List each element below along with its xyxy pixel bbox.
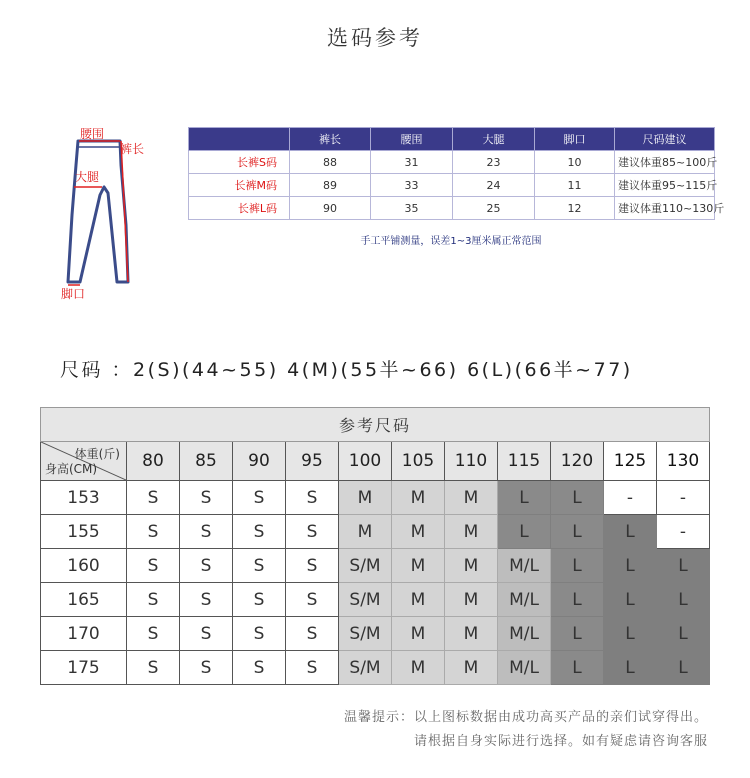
size-cell: L [657, 651, 710, 685]
size-cell: M [445, 515, 498, 549]
size-cell: M [445, 481, 498, 515]
size-cell: M/L [498, 583, 551, 617]
size-cell: M [445, 617, 498, 651]
size-cell: S [180, 651, 233, 685]
size-cell: M [339, 515, 392, 549]
reference-title: 参考尺码 [41, 408, 710, 442]
measurement-advice: 建议体重110~130斤 [615, 197, 715, 220]
warm-tips [344, 706, 708, 754]
size-cell: S [233, 651, 286, 685]
measurement-table [188, 127, 725, 220]
size-cell: S [127, 617, 180, 651]
measurement-cell: 11 [535, 174, 615, 197]
size-cell: M/L [498, 549, 551, 583]
size-cell: M [392, 617, 445, 651]
weight-header-cell: 120 [551, 442, 604, 481]
size-cell: L [551, 617, 604, 651]
size-cell: S [180, 617, 233, 651]
size-cell: L [657, 583, 710, 617]
measurement-cell: 33 [371, 174, 453, 197]
height-cell: 175 [41, 651, 127, 685]
measurement-advice: 建议体重95~115斤 [615, 174, 715, 197]
size-cell: S/M [339, 617, 392, 651]
size-cell: S [286, 651, 339, 685]
measurement-cell: 10 [535, 151, 615, 174]
size-cell: S [127, 481, 180, 515]
diagram-label-thigh: 大腿 [75, 170, 100, 184]
measurement-header-cell: 脚口 [535, 128, 615, 151]
measurement-row [189, 151, 715, 174]
weight-header-cell: 100 [339, 442, 392, 481]
size-cell: L [604, 617, 657, 651]
size-cell: L [604, 583, 657, 617]
reference-weight-row [41, 442, 710, 481]
height-cell: 165 [41, 583, 127, 617]
reference-row [41, 583, 710, 617]
size-cell: L [604, 549, 657, 583]
size-cell: M [392, 651, 445, 685]
size-cell: M [445, 583, 498, 617]
measurement-row-name: 长裤S码 [189, 151, 290, 174]
size-cell: - [657, 515, 710, 549]
size-cell: S [180, 481, 233, 515]
tips-line-2: 请根据自身实际进行选择。如有疑虑请咨询客服 [413, 734, 708, 749]
size-cell: L [551, 583, 604, 617]
page-title: 选码参考 [327, 26, 423, 50]
size-cell: S/M [339, 583, 392, 617]
size-cell: S [286, 481, 339, 515]
size-cell: M [445, 651, 498, 685]
size-cell: S/M [339, 651, 392, 685]
size-cell: L [604, 515, 657, 549]
measurement-row [189, 197, 715, 220]
measurement-cell: 24 [453, 174, 535, 197]
measurement-cell: 89 [290, 174, 371, 197]
measurement-header-row [189, 128, 715, 151]
measurement-cell: 90 [290, 197, 371, 220]
size-cell: S [180, 515, 233, 549]
size-cell: M [392, 583, 445, 617]
size-cell: S [180, 583, 233, 617]
size-cell: S [233, 583, 286, 617]
measurement-cell: 35 [371, 197, 453, 220]
size-cell: S [233, 617, 286, 651]
size-cell: - [604, 481, 657, 515]
measurement-cell: 25 [453, 197, 535, 220]
weight-header-cell: 105 [392, 442, 445, 481]
corner-weight-label: 体重(斤) [74, 447, 120, 461]
size-cell: S [286, 515, 339, 549]
size-cell: M [392, 549, 445, 583]
diagram-label-length: 裤长 [120, 142, 145, 156]
reference-size-table [40, 407, 710, 685]
size-cell: L [498, 481, 551, 515]
size-cell: M/L [498, 617, 551, 651]
measurement-header-cell: 裤长 [290, 128, 371, 151]
reference-row [41, 651, 710, 685]
reference-row [41, 549, 710, 583]
size-cell: L [657, 549, 710, 583]
height-cell: 160 [41, 549, 127, 583]
size-cell: S [127, 651, 180, 685]
weight-header-cell: 80 [127, 442, 180, 481]
size-cell: S [286, 549, 339, 583]
size-cell: S [127, 583, 180, 617]
size-summary: 尺码 ：2(S)(44~55) 4(M)(55半~66) 6(L)(66半~77) [60, 359, 633, 381]
size-cell: S [127, 515, 180, 549]
measurement-note: 手工平铺测量，误差1~3厘米属正常范围 [360, 236, 542, 247]
size-cell: S [180, 549, 233, 583]
pants-diagram [58, 125, 168, 315]
size-cell: M [392, 515, 445, 549]
size-cell: S [286, 617, 339, 651]
measurement-header-cell [189, 128, 290, 151]
measurement-header-cell: 尺码建议 [615, 128, 715, 151]
weight-header-cell: 90 [233, 442, 286, 481]
weight-header-cell: 125 [604, 442, 657, 481]
size-cell: L [551, 515, 604, 549]
measurement-row [189, 174, 715, 197]
size-cell: S [233, 481, 286, 515]
weight-header-cell: 130 [657, 442, 710, 481]
size-cell: M [339, 481, 392, 515]
reference-title-row [41, 408, 710, 442]
size-cell: L [551, 481, 604, 515]
reference-row [41, 515, 710, 549]
size-cell: - [657, 481, 710, 515]
size-cell: S/M [339, 549, 392, 583]
reference-corner-cell [41, 442, 127, 481]
size-cell: L [498, 515, 551, 549]
height-cell: 155 [41, 515, 127, 549]
measurement-cell: 88 [290, 151, 371, 174]
height-cell: 170 [41, 617, 127, 651]
height-cell: 153 [41, 481, 127, 515]
diagram-label-hem: 脚口 [61, 287, 86, 301]
size-cell: S [286, 583, 339, 617]
weight-header-cell: 110 [445, 442, 498, 481]
size-cell: S [233, 515, 286, 549]
measurement-cell: 23 [453, 151, 535, 174]
size-cell: L [551, 651, 604, 685]
weight-header-cell: 115 [498, 442, 551, 481]
weight-header-cell: 85 [180, 442, 233, 481]
size-cell: L [657, 617, 710, 651]
size-cell: M/L [498, 651, 551, 685]
tips-line-1: 温馨提示：以上图标数据由成功高买产品的亲们试穿得出。 [343, 710, 708, 725]
reference-row [41, 617, 710, 651]
corner-height-label: 身高(CM) [45, 462, 98, 476]
size-cell: S [127, 549, 180, 583]
measurement-cell: 31 [371, 151, 453, 174]
measurement-row-name: 长裤M码 [189, 174, 290, 197]
size-cell: S [233, 549, 286, 583]
diagram-label-waist: 腰围 [80, 127, 105, 141]
measurement-advice: 建议体重85~100斤 [615, 151, 715, 174]
size-cell: M [392, 481, 445, 515]
size-cell: M [445, 549, 498, 583]
measurement-header-cell: 腰围 [371, 128, 453, 151]
size-cell: L [551, 549, 604, 583]
reference-row [41, 481, 710, 515]
measurement-row-name: 长裤L码 [189, 197, 290, 220]
size-cell: L [604, 651, 657, 685]
weight-header-cell: 95 [286, 442, 339, 481]
measurement-cell: 12 [535, 197, 615, 220]
measurement-header-cell: 大腿 [453, 128, 535, 151]
